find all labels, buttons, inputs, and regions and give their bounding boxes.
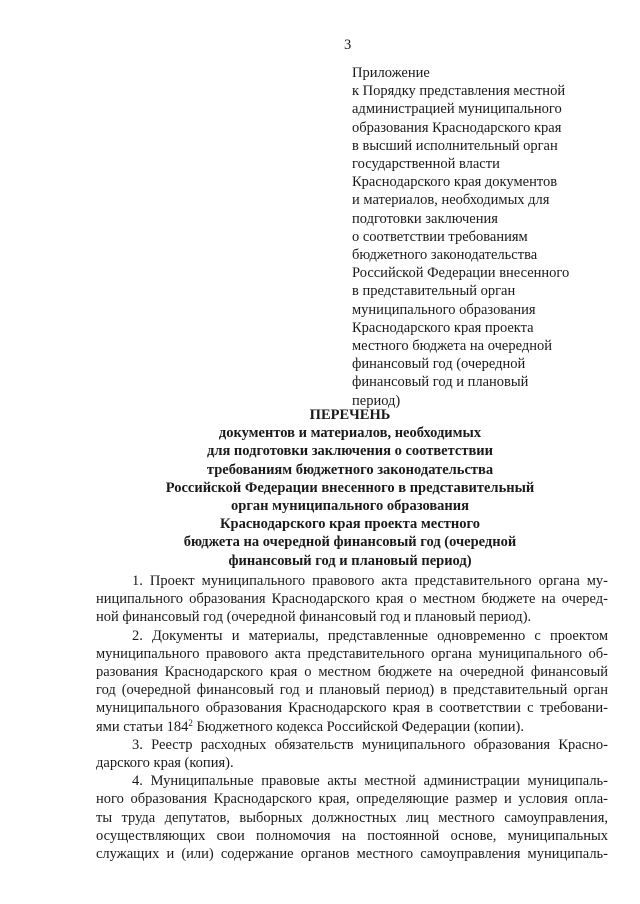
paragraph-line: разования Краснодарского края о местном бюджете на очередной финансовый	[96, 664, 608, 681]
title-line: документов и материалов, необходимых	[218, 425, 482, 442]
appendix-line: подготовки заключения	[352, 210, 498, 227]
paragraph-3	[96, 736, 608, 772]
page-number: 3	[344, 37, 352, 53]
appendix-line: в представительный орган	[352, 283, 516, 300]
appendix-line: Краснодарского края документов	[352, 174, 558, 191]
paragraph-4	[96, 772, 608, 863]
title-line: бюджета на очередной финансовый год (очередной	[183, 534, 517, 551]
paragraph-line: 3. Реестр расходных обязательств муниципального образования Красно-	[132, 736, 608, 753]
title-line: орган муниципального образования	[231, 498, 469, 515]
superscript: 2	[188, 717, 193, 728]
appendix-line: Приложение	[352, 65, 430, 81]
paragraph-text: Бюджетного кодекса Российской Федерации (копии).	[192, 718, 524, 735]
paragraph-2	[96, 627, 608, 736]
appendix-line: финансовый год (очередной	[352, 356, 526, 373]
appendix-line: местного бюджета на очередной	[352, 338, 552, 355]
title-line: Российской Федерации внесенного в представительный	[165, 479, 535, 496]
appendix-line: к Порядку представления местной	[352, 83, 566, 100]
appendix-line: Краснодарского края проекта	[352, 319, 534, 336]
appendix-line: муниципального образования	[352, 301, 536, 318]
document-title	[100, 406, 600, 570]
paragraph-line	[96, 718, 608, 736]
appendix-line: Российской Федерации внесенного	[352, 265, 570, 282]
paragraph-line: ты труда депутатов, выборных должностных лиц местного самоуправления,	[96, 809, 608, 826]
title-line: требованиям бюджетного законодательства	[206, 461, 494, 478]
title-line: для подготовки заключения о соответствии	[206, 443, 494, 460]
paragraph-line: муниципального образования Краснодарского края в соответствии с требовани-	[96, 700, 608, 717]
appendix-line: финансовый год и плановый	[352, 374, 529, 391]
appendix-line: период)	[352, 392, 401, 409]
paragraph-line: дарского края (копия).	[96, 755, 234, 772]
appendix-line: бюджетного законодательства	[352, 247, 538, 264]
appendix-header	[352, 64, 612, 410]
title-line: Краснодарского края проекта местного	[220, 516, 480, 533]
paragraph-line: 2. Документы и материалы, представленные одновременно с проектом	[132, 627, 608, 644]
paragraph-line: ниципального образования Краснодарского края о местном бюджете на очеред-	[96, 591, 608, 608]
paragraph-text: ями статьи 184	[96, 718, 189, 735]
appendix-line: в высший исполнительный орган	[352, 137, 558, 154]
paragraph-line: год (очередной финансовый год и плановый период) в представительный орган	[96, 682, 608, 699]
appendix-line: и материалов, необходимых для	[352, 192, 550, 209]
appendix-line: образования Краснодарского края	[352, 119, 562, 136]
paragraph-line: ного образования Краснодарского края, определяющие размер и условия опла-	[96, 791, 608, 808]
paragraph-line: 1. Проект муниципального правового акта представительного органа му-	[132, 573, 608, 589]
paragraph-1	[96, 572, 608, 627]
appendix-line: администрацией муниципального	[352, 101, 562, 118]
paragraph-line: ной финансовый год (очередной финансовый год и плановый период).	[96, 609, 532, 626]
paragraph-line: муниципального правового акта представительного органа муниципального об-	[96, 645, 608, 662]
title-line: ПЕРЕЧЕНЬ	[309, 407, 391, 423]
paragraph-line: 4. Муниципальные правовые акты местной администрации муниципаль-	[132, 773, 608, 790]
appendix-line: государственной власти	[352, 156, 500, 173]
document-body	[96, 572, 608, 863]
paragraph-line: осуществляющих свои полномочия на постоянной основе, муниципальных	[96, 827, 608, 844]
title-line: финансовый год и плановый период)	[228, 552, 472, 569]
appendix-line: о соответствии требованиям	[352, 228, 528, 245]
paragraph-line: служащих и (или) содержание органов местного самоуправления муниципаль-	[96, 846, 608, 863]
